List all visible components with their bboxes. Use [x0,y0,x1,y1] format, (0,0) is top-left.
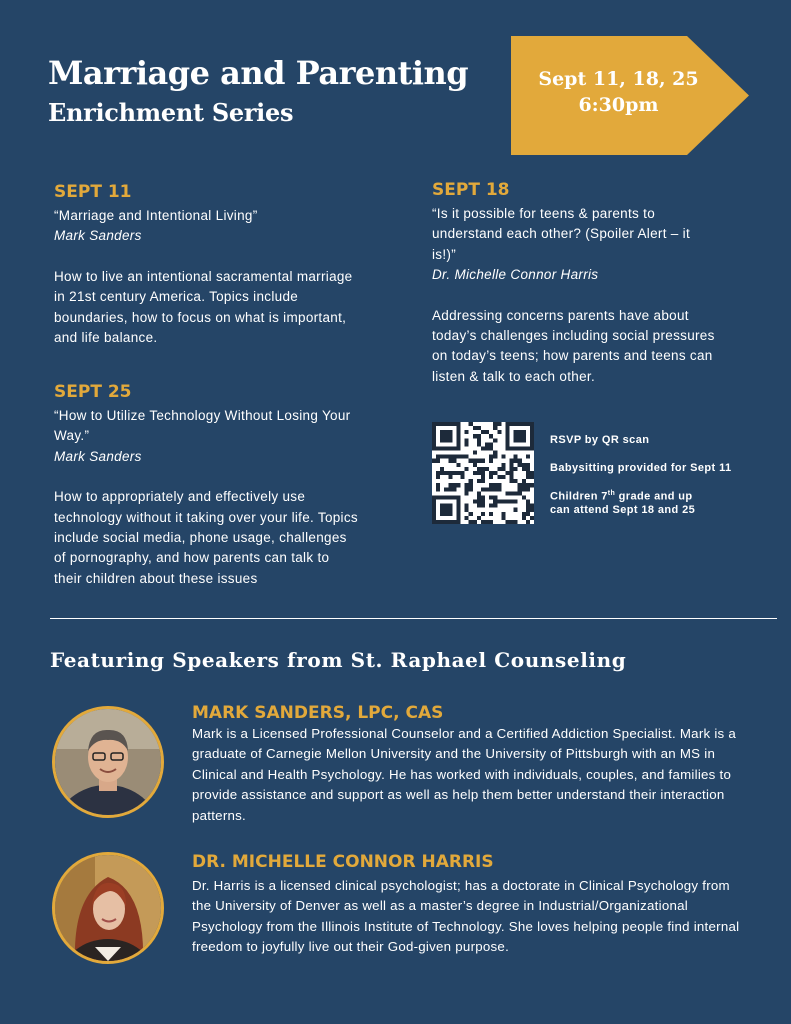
rsvp-text: RSVP by QR scan [550,434,650,446]
avatar-mark-sanders [52,706,164,818]
children-sup: th [607,490,616,497]
session-sept25 [54,382,359,589]
session-description: How to appropriately and effectively use technology without it taking over your life. Topics include social media, phone usage, challenges of pornography, and how parents can talk to their children about these issues [54,489,358,586]
session-title: “Is it possible for teens & parents to understand each other? (Spoiler Alert – it is!)” [432,206,690,262]
session-heading: SEPT 11 [54,182,132,202]
rsvp-qr-code-icon[interactable] [432,422,534,524]
session-sept18 [432,180,717,387]
children-line2: can attend Sept 18 and 25 [550,503,696,516]
page-subtitle: Enrichment Series [48,98,294,127]
speaker-bio: Dr. Harris is a licensed clinical psychologist; has a doctorate in Clinical Psychology from the University of Denver as well as a master’s degree in Industrial/Organizational Psychology from the Illinois Institute of Technology. She loves helping people find internal freedom to joyfully live out their God-given purpose. [192,878,740,955]
session-speaker: Mark Sanders [54,448,142,464]
speaker-name: DR. MICHELLE CONNOR HARRIS [192,852,494,872]
section-divider [50,618,777,619]
speaker-name: MARK SANDERS, LPC, CAS [192,703,444,723]
children-prefix: Children 7 [550,490,608,503]
children-suffix: grade and up [615,490,693,503]
dates-line: Sept 11, 18, 25 [538,68,699,90]
session-title: “Marriage and Intentional Living” [54,208,258,223]
session-sept11 [54,182,374,348]
babysitting-text: Babysitting provided for Sept 11 [550,462,732,474]
session-title: “How to Utilize Technology Without Losing Your Way.” [54,408,351,444]
date-text [511,66,726,118]
speaker-bio: Mark is a Licensed Professional Counselor and a Certified Addiction Specialist. Mark is a graduate of Carnegie Mellon University and the University of Pittsburgh with an MS in Clinical and Health Psychology. He has worked with individuals, couples, and families to provide assistance and support as well as help them better understand their interaction patterns. [192,726,737,823]
time-line: 6:30pm [578,94,659,116]
featuring-heading: Featuring Speakers from St. Raphael Counseling [50,648,627,672]
children-text [550,487,695,517]
session-description: Addressing concerns parents have about today’s challenges including social pressures on today’s teens; how parents and teens can listen & talk to each other. [432,307,715,384]
page-title: Marriage and Parenting [48,54,469,92]
session-heading: SEPT 25 [54,382,132,402]
session-heading: SEPT 18 [432,180,510,200]
date-banner [511,36,749,155]
session-description: How to live an intentional sacramental marriage in 21st century America. Topics include boundaries, how to focus on what is important, and life balance. [54,268,353,346]
session-speaker: Dr. Michelle Connor Harris [432,267,599,283]
session-speaker: Mark Sanders [54,228,142,244]
avatar-michelle-harris [52,852,164,964]
